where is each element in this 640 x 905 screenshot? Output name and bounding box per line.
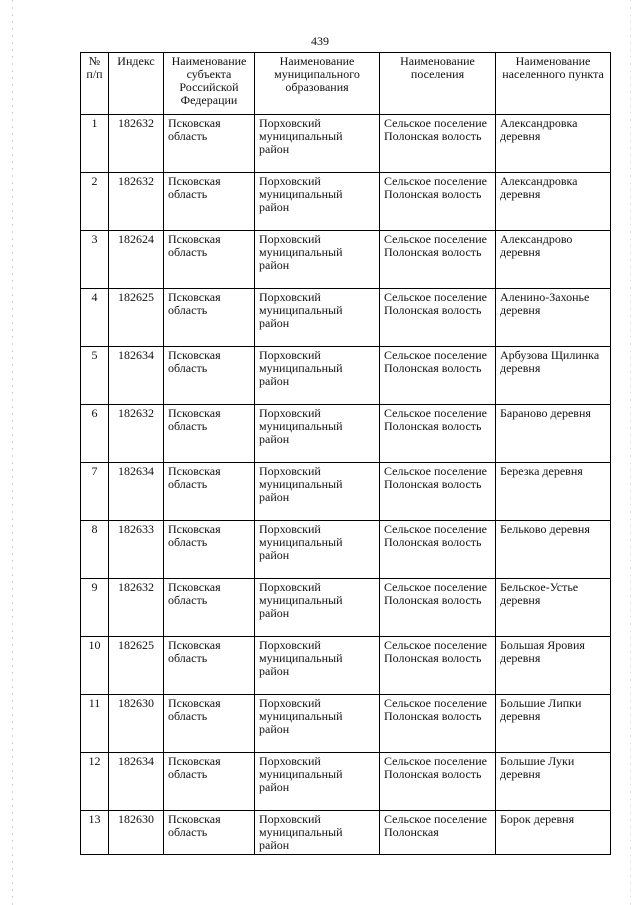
row-number-cell: 3 (81, 231, 109, 289)
row-number-cell: 10 (81, 637, 109, 695)
postal-index-cell: 182632 (109, 173, 164, 231)
table-row (81, 695, 611, 753)
municipality-cell: Порховский муниципальный район (255, 811, 380, 855)
postal-index-cell: 182630 (109, 695, 164, 753)
row-number-cell: 9 (81, 579, 109, 637)
settlement-cell: Сельское поселение Полонская волость (380, 173, 496, 231)
locality-cell: Арбузова Щилинка деревня (496, 347, 611, 405)
page-number: 439 (311, 34, 329, 48)
subject-cell: Псковская область (164, 115, 255, 173)
municipality-cell: Порховский муниципальный район (255, 115, 380, 173)
municipality-cell: Порховский муниципальный район (255, 463, 380, 521)
subject-cell: Псковская область (164, 405, 255, 463)
row-number-cell: 4 (81, 289, 109, 347)
subject-cell: Псковская область (164, 753, 255, 811)
locality-cell: Большие Луки деревня (496, 753, 611, 811)
header-row-number: № п/п (81, 53, 109, 115)
settlement-cell: Сельское поселение Полонская волость (380, 289, 496, 347)
postal-index-cell: 182633 (109, 521, 164, 579)
header-index: Индекс (109, 53, 164, 115)
row-number-cell: 1 (81, 115, 109, 173)
postal-index-cell: 182632 (109, 115, 164, 173)
subject-cell: Псковская область (164, 173, 255, 231)
table-row (81, 463, 611, 521)
subject-cell: Псковская область (164, 289, 255, 347)
settlement-cell: Сельское поселение Полонская волость (380, 579, 496, 637)
row-number-cell: 11 (81, 695, 109, 753)
subject-cell: Псковская область (164, 463, 255, 521)
locality-cell: Бельское-Устье деревня (496, 579, 611, 637)
subject-cell: Псковская область (164, 521, 255, 579)
locality-cell: Александровка деревня (496, 115, 611, 173)
locality-registry-table (80, 52, 611, 855)
table-row (81, 231, 611, 289)
row-number-cell: 8 (81, 521, 109, 579)
scan-edge-right (630, 0, 631, 905)
table-header-row (81, 53, 611, 115)
subject-cell: Псковская область (164, 579, 255, 637)
municipality-cell: Порховский муниципальный район (255, 521, 380, 579)
postal-index-cell: 182625 (109, 289, 164, 347)
subject-cell: Псковская область (164, 231, 255, 289)
municipality-cell: Порховский муниципальный район (255, 173, 380, 231)
header-settlement: Наименование поселения (380, 53, 496, 115)
row-number-cell: 13 (81, 811, 109, 855)
postal-index-cell: 182632 (109, 405, 164, 463)
table-row (81, 173, 611, 231)
postal-index-cell: 182634 (109, 463, 164, 521)
settlement-cell: Сельское поселение Полонская волость (380, 347, 496, 405)
settlement-cell: Сельское поселение Полонская волость (380, 753, 496, 811)
locality-cell: Борок деревня (496, 811, 611, 855)
municipality-cell: Порховский муниципальный район (255, 405, 380, 463)
locality-cell: Бельково деревня (496, 521, 611, 579)
table-row (81, 347, 611, 405)
postal-index-cell: 182632 (109, 579, 164, 637)
table-body (81, 115, 611, 855)
settlement-cell: Сельское поселение Полонская волость (380, 637, 496, 695)
postal-index-cell: 182624 (109, 231, 164, 289)
row-number-cell: 12 (81, 753, 109, 811)
subject-cell: Псковская область (164, 811, 255, 855)
subject-cell: Псковская область (164, 637, 255, 695)
table-row (81, 289, 611, 347)
municipality-cell: Порховский муниципальный район (255, 231, 380, 289)
row-number-cell: 6 (81, 405, 109, 463)
locality-cell: Александрово деревня (496, 231, 611, 289)
locality-cell: Бараново деревня (496, 405, 611, 463)
settlement-cell: Сельское поселение Полонская волость (380, 405, 496, 463)
locality-cell: Аленино-Захонье деревня (496, 289, 611, 347)
row-number-cell: 5 (81, 347, 109, 405)
postal-index-cell: 182634 (109, 347, 164, 405)
municipality-cell: Порховский муниципальный район (255, 289, 380, 347)
postal-index-cell: 182630 (109, 811, 164, 855)
municipality-cell: Порховский муниципальный район (255, 637, 380, 695)
postal-index-cell: 182625 (109, 637, 164, 695)
table-row (81, 637, 611, 695)
settlement-cell: Сельское поселение Полонская волость (380, 463, 496, 521)
locality-cell: Березка деревня (496, 463, 611, 521)
header-municipality: Наименование муниципального образования (255, 53, 380, 115)
municipality-cell: Порховский муниципальный район (255, 753, 380, 811)
settlement-cell: Сельское поселение Полонская волость (380, 231, 496, 289)
table-row (81, 811, 611, 855)
settlement-cell: Сельское поселение Полонская (380, 811, 496, 855)
row-number-cell: 7 (81, 463, 109, 521)
locality-cell: Александровка деревня (496, 173, 611, 231)
table-row (81, 579, 611, 637)
settlement-cell: Сельское поселение Полонская волость (380, 521, 496, 579)
postal-index-cell: 182634 (109, 753, 164, 811)
municipality-cell: Порховский муниципальный район (255, 695, 380, 753)
locality-cell: Большая Яровия деревня (496, 637, 611, 695)
municipality-cell: Порховский муниципальный район (255, 347, 380, 405)
municipality-cell: Порховский муниципальный район (255, 579, 380, 637)
subject-cell: Псковская область (164, 347, 255, 405)
subject-cell: Псковская область (164, 695, 255, 753)
locality-cell: Большие Липки деревня (496, 695, 611, 753)
header-locality: Наименование населенного пункта (496, 53, 611, 115)
scan-edge-left (12, 0, 13, 905)
table-row (81, 753, 611, 811)
settlement-cell: Сельское поселение Полонская волость (380, 695, 496, 753)
header-subject: Наименование субъекта Российской Федерации (164, 53, 255, 115)
table-row (81, 405, 611, 463)
row-number-cell: 2 (81, 173, 109, 231)
table-row (81, 115, 611, 173)
settlement-cell: Сельское поселение Полонская волость (380, 115, 496, 173)
table-row (81, 521, 611, 579)
